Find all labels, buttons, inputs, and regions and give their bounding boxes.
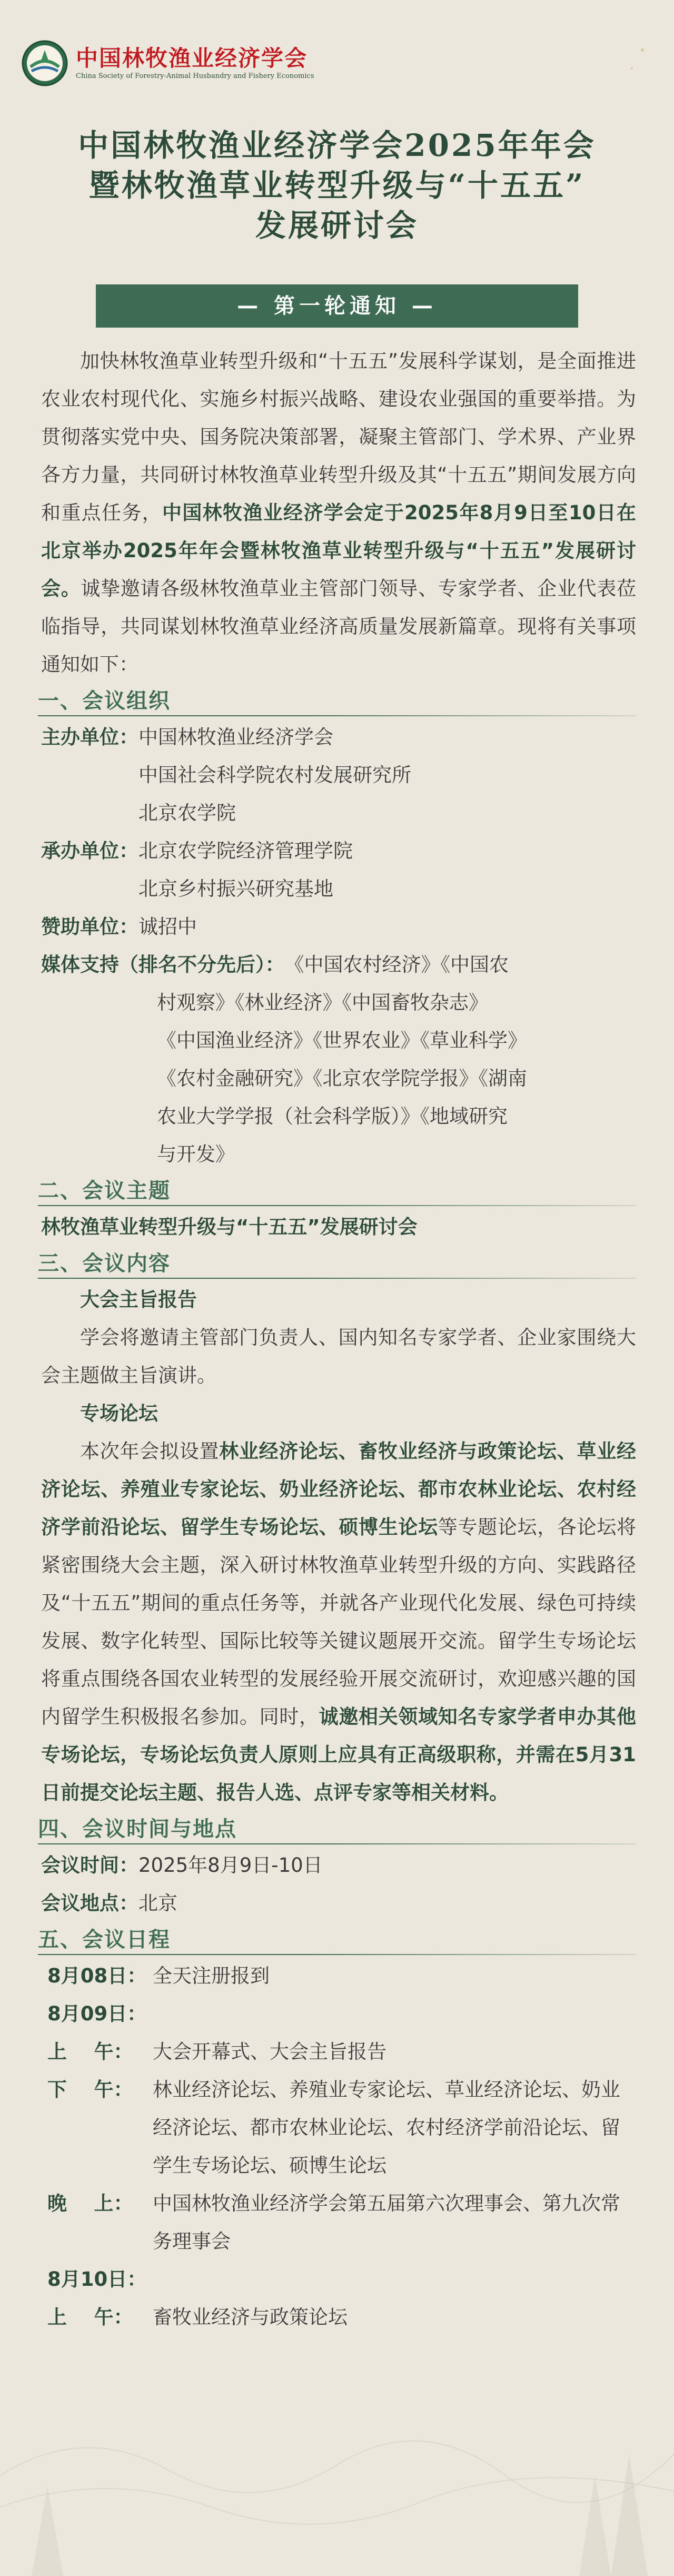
schedule-list xyxy=(41,1957,636,2336)
sponsor-row xyxy=(41,908,636,946)
forum-invite: 诚邀相关领域知名专家学者申办其他专场论坛，专场论坛负责人原则上应具有正高级职称，并需在5月31日前提交论坛主题、报告人选、点评专家等相关材料。 xyxy=(41,1705,637,1804)
organizer-1: 北京农学院经济管理学院 xyxy=(138,840,353,862)
logo-name-cn: 中国林牧渔业经济学会 xyxy=(76,45,308,71)
keynote-text: 学会将邀请主管部门负责人、国内知名专家学者、企业家围绕大会主题做主旨演讲。 xyxy=(41,1326,636,1387)
page-title xyxy=(0,125,674,245)
schedule-key: 下 午： xyxy=(47,2078,133,2101)
schedule-item xyxy=(47,2298,636,2336)
place-value: 北京 xyxy=(138,1892,177,1914)
schedule-item xyxy=(47,2185,636,2261)
schedule-value xyxy=(153,2261,636,2298)
media-line-5: 农业大学学报（社会科学版）》《地域研究 xyxy=(157,1105,508,1128)
notice-body xyxy=(38,342,637,2336)
schedule-item xyxy=(47,2033,636,2071)
organizer-label: 承办单位： xyxy=(41,840,138,862)
section-schedule xyxy=(38,1922,636,1957)
schedule-value xyxy=(153,1995,636,2033)
section-rule xyxy=(38,715,636,716)
forum-text-1: 本次年会拟设置 xyxy=(80,1440,220,1463)
title-line-1: 中国林牧渔业经济学会2025年年会 xyxy=(78,127,596,163)
host-3: 北京农学院 xyxy=(138,802,236,824)
media-line-2: 村观察》《林业经济》《中国畜牧杂志》 xyxy=(157,991,488,1014)
section-time-place-title: 四、会议时间与地点 xyxy=(38,1817,237,1841)
place-row xyxy=(41,1884,636,1922)
section-schedule-title: 五、会议日程 xyxy=(38,1928,171,1952)
schedule-key: 上 午： xyxy=(47,2306,133,2328)
forum-text-2: 等专题论坛，各论坛将紧密围绕大会主题，深入研讨林牧渔草业转型升级的方向、实践路径及“十五五”期间的重点任务等，并就各产业现代化发展、绿色可持续发展、数字化转型、国际比较等关键议题展开交流。留学生专场论坛将重点围绕各国农业转型的发展经验开展交流研讨，欢迎感兴趣的国内留学生积极报名参加。同时， xyxy=(41,1516,637,1728)
media-line-1: 《中国农村经济》《中国农 xyxy=(284,953,509,976)
schedule-value: 畜牧业经济与政策论坛 xyxy=(153,2306,348,2328)
organizer-row xyxy=(41,832,636,908)
section-content xyxy=(38,1246,636,1281)
section-rule xyxy=(38,1954,636,1955)
section-organization xyxy=(38,684,636,718)
host-label: 主办单位： xyxy=(41,726,138,748)
forum-title: 专场论坛 xyxy=(80,1402,158,1425)
section-rule xyxy=(38,1278,636,1279)
section-content-title: 三、会议内容 xyxy=(38,1251,171,1276)
host-2: 中国社会科学院农村发展研究所 xyxy=(138,764,411,786)
schedule-value: 全天注册报到 xyxy=(153,1965,270,1987)
intro-text-2: 诚挚邀请各级林牧渔草业主管部门领导、专家学者、企业代表莅临指导，共同谋划林牧渔草业经济高质量发展新篇章。现将有关事项通知如下： xyxy=(41,577,637,676)
section-rule xyxy=(38,1205,636,1206)
schedule-key: 8月09日： xyxy=(47,2002,147,2025)
media-list xyxy=(41,984,636,1173)
intro-text-1: 加快林牧渔草业转型升级和“十五五”发展科学谋划，是全面推进农业农村现代化、实施乡村振兴战略、建设农业强国的重要举措。为贯彻落实党中央、国务院决策部署，凝聚主管部门、学术界、产业界各方力量，共同研讨林牧渔草业转型升级及其“十五五”期间发展方向和重点任务， xyxy=(41,350,636,524)
schedule-key: 8月08日： xyxy=(47,1965,147,1987)
section-theme-title: 二、会议主题 xyxy=(38,1179,171,1203)
media-line-4: 《农村金融研究》《北京农学院学报》《湖南 xyxy=(157,1067,527,1090)
host-row xyxy=(41,718,636,832)
time-label: 会议时间： xyxy=(41,1854,138,1877)
section-organization-title: 一、会议组织 xyxy=(38,689,171,713)
media-label: 媒体支持（排名不分先后）： xyxy=(41,953,285,976)
intro-bold: 中国林牧渔业经济学会定于2025年8月9日至10日在北京举办2025年年会暨林牧渔草业转型升级与“十五五”发展研讨会。 xyxy=(41,501,636,600)
organizer-2: 北京乡村振兴研究基地 xyxy=(138,877,333,900)
sponsor-value: 诚招中 xyxy=(138,915,197,938)
society-logo-icon xyxy=(21,40,68,87)
media-line-6: 与开发》 xyxy=(157,1143,235,1166)
schedule-item xyxy=(47,2261,636,2298)
forum-paragraph xyxy=(41,1433,636,1812)
section-theme xyxy=(38,1173,636,1208)
schedule-item xyxy=(47,1995,636,2033)
schedule-item xyxy=(47,1957,636,1995)
notice-round-banner: — 第一轮通知 — xyxy=(96,284,578,328)
intro-paragraph xyxy=(41,342,636,684)
schedule-item xyxy=(47,2071,636,2185)
section-time-place xyxy=(38,1812,636,1847)
conference-theme: 林牧渔草业转型升级与“十五五”发展研讨会 xyxy=(41,1216,418,1238)
schedule-value: 林业经济论坛、养殖业专家论坛、草业经济论坛、奶业经济论坛、都市农林业论坛、农村经济学前沿论坛、留学生专场论坛、硕博生论坛 xyxy=(153,2078,620,2177)
title-line-2: 暨林牧渔草业转型升级与“十五五” xyxy=(88,167,586,203)
forum-list: 林业经济论坛、畜牧业经济与政策论坛、草业经济论坛、养殖业专家论坛、奶业经济论坛、都市农林业论坛、农村经济学前沿论坛、留学生专场论坛、硕博生论坛 xyxy=(41,1440,637,1538)
host-1: 中国林牧渔业经济学会 xyxy=(138,726,333,748)
schedule-key: 上 午： xyxy=(47,2040,133,2063)
logo-name-en: China Society of Forestry-Animal Husbandry and Fishery Economics xyxy=(76,72,314,80)
schedule-key: 晚 上： xyxy=(47,2192,133,2215)
schedule-value: 大会开幕式、大会主旨报告 xyxy=(153,2040,386,2063)
keynote-title: 大会主旨报告 xyxy=(80,1288,197,1311)
media-line-3: 《中国渔业经济》《世界农业》《草业科学》 xyxy=(157,1029,527,1052)
schedule-value: 中国林牧渔业经济学会第五届第六次理事会、第九次常务理事会 xyxy=(153,2192,620,2253)
logo-header xyxy=(21,37,314,90)
sponsor-label: 赞助单位： xyxy=(41,915,138,938)
schedule-key: 8月10日： xyxy=(47,2268,147,2291)
time-value: 2025年8月9日-10日 xyxy=(138,1854,323,1877)
place-label: 会议地点： xyxy=(41,1892,138,1914)
media-row xyxy=(41,946,636,984)
time-row xyxy=(41,1847,636,1884)
title-line-3: 发展研讨会 xyxy=(255,208,419,243)
section-rule xyxy=(38,1843,636,1844)
